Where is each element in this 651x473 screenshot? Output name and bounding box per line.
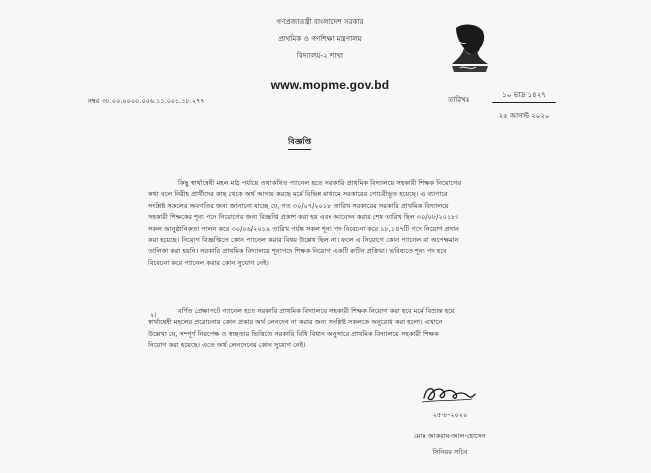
paragraph-2-line: নিয়োগ করা হয়েছে। এতে অর্থ লেনদেনের কোন সুযোগ নেই। [148, 341, 306, 350]
signer-title: সিনিয়র সচিব [432, 448, 468, 456]
signature-date: ২৫-৮-২০২০ [432, 411, 468, 419]
paragraph-1-line: করা হয়েছে। নিয়োগ বিজ্ঞপ্তিতে কোন প্যানেল করার বিষয় উল্লেখ ছিল না। ফলে এ নিয়োগে কোন প্যানেল বা অপেক্ষমান [148, 236, 459, 245]
header-section: বিদ্যালয়-২ শাখা [296, 51, 344, 60]
paragraph-2-line: বর্ণিত প্রেক্ষাপটে প্যানেল হতে সরকারি প্রাথমিক বিদ্যালয়ে সহকারী শিক্ষক নিয়োগ করা হবে মর্মে বিভ্রান্ত হয়ে [178, 307, 455, 315]
paragraph-1 [148, 178, 554, 269]
paragraph-2-line: স্বার্থান্বেষী মহলের প্ররোচনায় কোন প্রকার অর্থ লেনদেন না করার জন্য সংশ্লিষ্ট সকলকে অনুরোধ করা হলো। এখানে [148, 318, 443, 327]
paragraph-2-number: ২। [150, 311, 157, 319]
bangabandhu-portrait-emblem [446, 22, 494, 74]
date-label: তারিখঃ [448, 96, 470, 104]
memo-number: নম্বর ৩৮.০০.০০০০.০০৬.১১.০০১.১৮.২৭৭ [88, 97, 205, 105]
paragraph-1-line: কথা বলে নিরীহ প্রার্থীদের কাছ থেকে অর্থ আদায় করছে মর্মে বিভিন্ন মাধ্যমে সরকারের গোচরীভূত হয়েছে। এ ব্যাপারে [148, 190, 448, 199]
date-bangla: ১০ ভাদ্র ১৪২৭ [492, 89, 556, 103]
paragraph-1-line: কিছু স্বার্থান্বেষী মহল মাঠ পর্যায়ে তথাকথিত প্যানেল হতে সরকারি প্রাথমিক বিদ্যালয়ে সহকারী শিক্ষক নিয়োগের [178, 179, 462, 187]
paragraph-1-line: সংশ্লিষ্ট সকলের অবগতির জন্য জানানো যাচ্ছে যে, গত ৩০/০৭/২০১৮ তারিখ সরকারের সরকারি প্রাথমিক বিদ্যালয়ে [148, 201, 449, 210]
paragraph-2-line: উল্লেখ্য যে, সম্পূর্ণ নিরপেক্ষ ও স্বচ্ছতার ভিত্তিতে সরকারি বিধি বিধান অনুসারে প্রাথমিক বিদ্যালয়ে সহকারী শিক্ষক [148, 329, 439, 338]
ministry-website: www.mopme.gov.bd [270, 78, 390, 92]
handwritten-signature [418, 380, 478, 406]
notice-title: বিজ্ঞপ্তি [288, 136, 311, 150]
date-english: ২৫ আগস্ট ২০২০ [498, 112, 550, 120]
paragraph-1-line: সকল আনুষ্ঠানিকতা পালন করে ৩০/০৬/২০১৯ তারিখ পর্যন্ত সকল শূন্য পদ বিবেচনা করে ১৮,১৪৭টি পদে নিয়োগ প্রদান [148, 224, 459, 233]
paragraph-1-line: বিবেচনা করে প্যানেল করার কোন সুযোগ নেই। [148, 258, 269, 267]
header-ministry: প্রাথমিক ও গণশিক্ষা মন্ত্রণালয় [278, 34, 362, 43]
signer-name: মোঃ আকরাম-আল-হোসেন [414, 432, 486, 440]
paragraph-1-line: তালিকা করা হয়নি। সরকারি প্রাথমিক বিদ্যালয়ে শূন্যপদে শিক্ষক নিয়োগ একটি রুটিন প্রক্রিয়া। ভবিষ্যতে শূন্য পদ হবে [148, 247, 447, 256]
header-government: গণপ্রজাতন্ত্রী বাংলাদেশ সরকার [276, 17, 364, 26]
paragraph-1-line: সহকারী শিক্ষকের শূন্য পদে নিয়োগের জন্য বিজ্ঞপ্তি প্রকাশ করা হয় এবং আবেদন করার শেষ তারিখ ছিল ৩০/০৮/২০১৮। [148, 213, 458, 222]
paragraph-2 [148, 306, 554, 352]
